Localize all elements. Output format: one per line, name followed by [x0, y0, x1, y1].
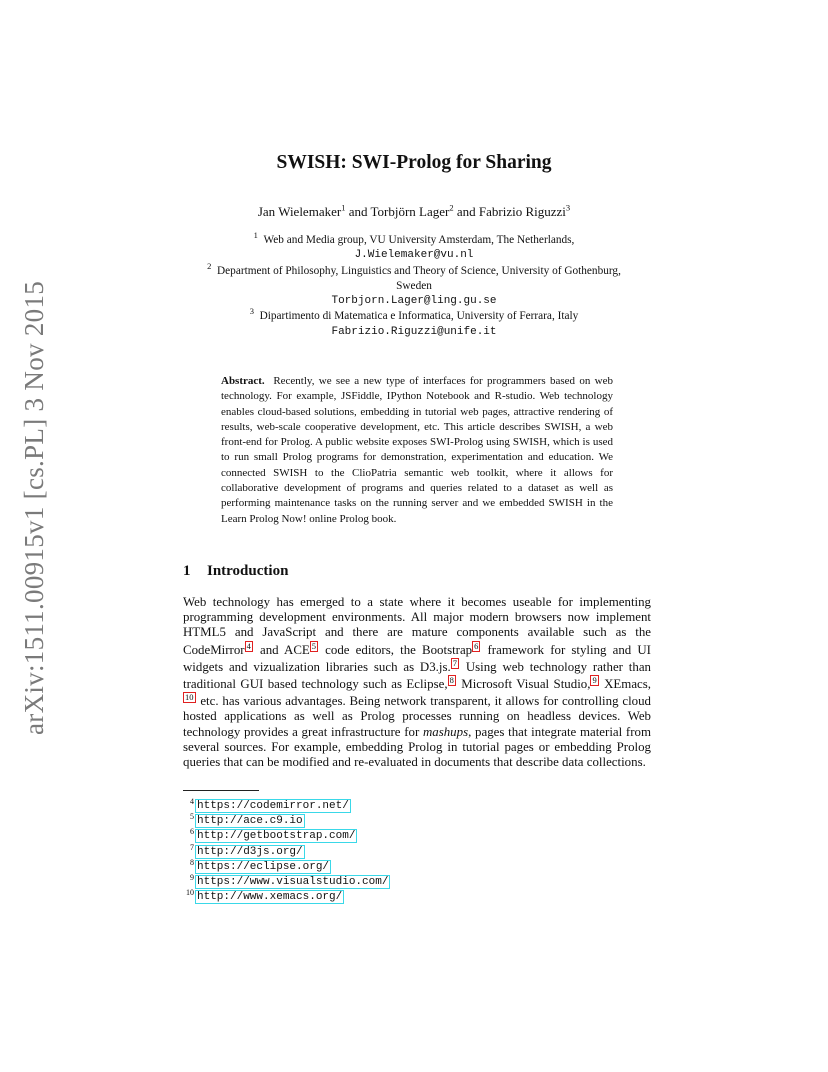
- intro-emphasis: mashups: [422, 724, 469, 739]
- footnote-number: 4: [190, 797, 194, 806]
- affiliation-text: Dipartimento di Matematica e Informatica, University of Ferrara, Italy: [259, 310, 579, 323]
- affiliation-line: [0, 230, 828, 248]
- footnote: [183, 824, 603, 843]
- author-name: Jan Wielemaker: [257, 204, 342, 219]
- affiliation-text: Department of Philosophy, Linguistics and Theory of Science, University of Gothenburg,: [217, 264, 621, 277]
- intro-text: Microsoft Visual Studio,: [456, 677, 591, 692]
- footnote: [183, 840, 603, 858]
- footnote-url-link[interactable]: https://eclipse.org/: [197, 860, 330, 873]
- footnote-ref-link[interactable]: 6: [474, 640, 479, 651]
- intro-text: , pages that integrate material from several sources. For example, embedding Prolog in tutorial pages or embedding Prolog queries that can be modified and re-evaluated in documents that describe data collections.: [183, 724, 651, 770]
- affiliation-email: J.Wielemaker@vu.nl: [354, 249, 474, 262]
- intro-paragraph: [183, 595, 651, 770]
- footnote: [183, 794, 603, 812]
- author-name: Torbjörn Lager: [370, 204, 450, 219]
- footnote-url-link[interactable]: https://www.visualstudio.com/: [197, 875, 389, 888]
- footnote: [183, 870, 603, 888]
- abstract-label: Abstract.: [221, 375, 265, 387]
- footnote-url-link[interactable]: https://codemirror.net/: [197, 800, 349, 812]
- intro-text: etc. has various advantages. Being network transparent, it allows for controlling cloud hosted applications as well as Prolog processes running on headless devices. Web technology provides a great infrastructure for: [183, 694, 651, 739]
- affiliations: [0, 230, 828, 340]
- footnote-url-link[interactable]: http://www.xemacs.org/: [197, 891, 343, 904]
- intro-text: Using web technology rather than traditional GUI based technology such as Eclipse,: [183, 659, 651, 692]
- affiliation-text: Web and Media group, VU University Amsterdam, The Netherlands,: [263, 234, 575, 246]
- footnote-number: 10: [186, 888, 194, 898]
- footnote-url-link[interactable]: http://getbootstrap.com/: [197, 830, 356, 843]
- footnote-ref-link[interactable]: 5: [311, 640, 317, 651]
- footnote-number: 7: [190, 842, 194, 852]
- section-heading: [183, 561, 288, 581]
- arxiv-side-stamp: arXiv:1511.00915v1 [cs.PL] 3 Nov 2015: [19, 280, 49, 735]
- footnote-rule: [183, 790, 259, 791]
- affiliation-mark: 3: [249, 306, 254, 317]
- author-mark: 2: [449, 202, 454, 213]
- affiliation-text: Sweden: [396, 279, 432, 292]
- footnote-ref-link[interactable]: 7: [452, 657, 457, 668]
- affiliation-mark: 1: [253, 230, 258, 241]
- abstract-text: Recently, we see a new type of interfaces for programmers based on web technology. For example, JSFiddle, IPython Notebook and R-studio. Web technology enables cloud-based solutions, embedding in tutorial web pages, attractive rendering of results, web-scale cooperative development, etc. This article describes SWISH, a web front-end for Prolog. A public website exposes SWI-Prolog using SWISH, which is used to run small Prolog programs for demonstration, experimentation and education. We connected SWISH to the ClioPatria semantic web toolkit, where it allows for collaborative development of programs and queries related to a dataset as well as performing maintenance tasks on the running server and we embedded SWISH in the Learn Prolog Now! online Prolog book.: [221, 375, 613, 525]
- footnote-url-link[interactable]: http://ace.c9.io: [197, 815, 303, 828]
- author-joiner: and: [348, 204, 368, 219]
- footnote-list: [183, 794, 603, 904]
- affiliation-mark: 2: [207, 260, 212, 271]
- section-number: 1: [183, 563, 191, 579]
- footnote-ref-link[interactable]: 10: [185, 692, 194, 703]
- affiliation-line: [0, 260, 828, 279]
- author-mark: 1: [341, 202, 346, 213]
- author-list: [0, 203, 828, 221]
- footnote-number: 5: [190, 812, 194, 822]
- footnote-ref-link[interactable]: 9: [592, 675, 597, 686]
- footnote-number: 6: [190, 827, 194, 837]
- intro-text: code editors, the Bootstrap: [319, 642, 473, 657]
- footnote-ref-link[interactable]: 4: [246, 640, 251, 651]
- author-mark: 3: [565, 202, 571, 213]
- footnote: [183, 855, 603, 873]
- footnote-ref-link[interactable]: 8: [449, 675, 454, 686]
- intro-text: Web technology has emerged to a state where it becomes useable for implementing programming development environments. All major modern browsers now implement HTML5 and JavaScript and there are mature components available such as the CodeMirror: [183, 595, 651, 657]
- abstract: [221, 374, 613, 527]
- affiliation-email: Torbjorn.Lager@ling.gu.se: [331, 295, 497, 308]
- author-name: Fabrizio Riguzzi: [478, 204, 566, 219]
- intro-text: XEmacs,: [599, 677, 652, 692]
- affiliation-email: Fabrizio.Riguzzi@unife.it: [331, 325, 497, 338]
- footnote-number: 9: [190, 872, 194, 882]
- paper-title: SWISH: SWI-Prolog for Sharing: [276, 152, 552, 173]
- intro-text: and ACE: [253, 642, 310, 657]
- affiliation-line: [0, 306, 828, 324]
- intro-text: framework for styling and UI widgets and vizualization libraries such as D3.js.: [183, 642, 651, 674]
- footnote-url-link[interactable]: http://d3js.org/: [197, 845, 303, 858]
- section-title: Introduction: [207, 563, 289, 579]
- author-joiner: and: [456, 204, 476, 219]
- footnote-number: 8: [190, 857, 194, 867]
- footnote: [183, 885, 603, 904]
- footnote: [183, 809, 603, 828]
